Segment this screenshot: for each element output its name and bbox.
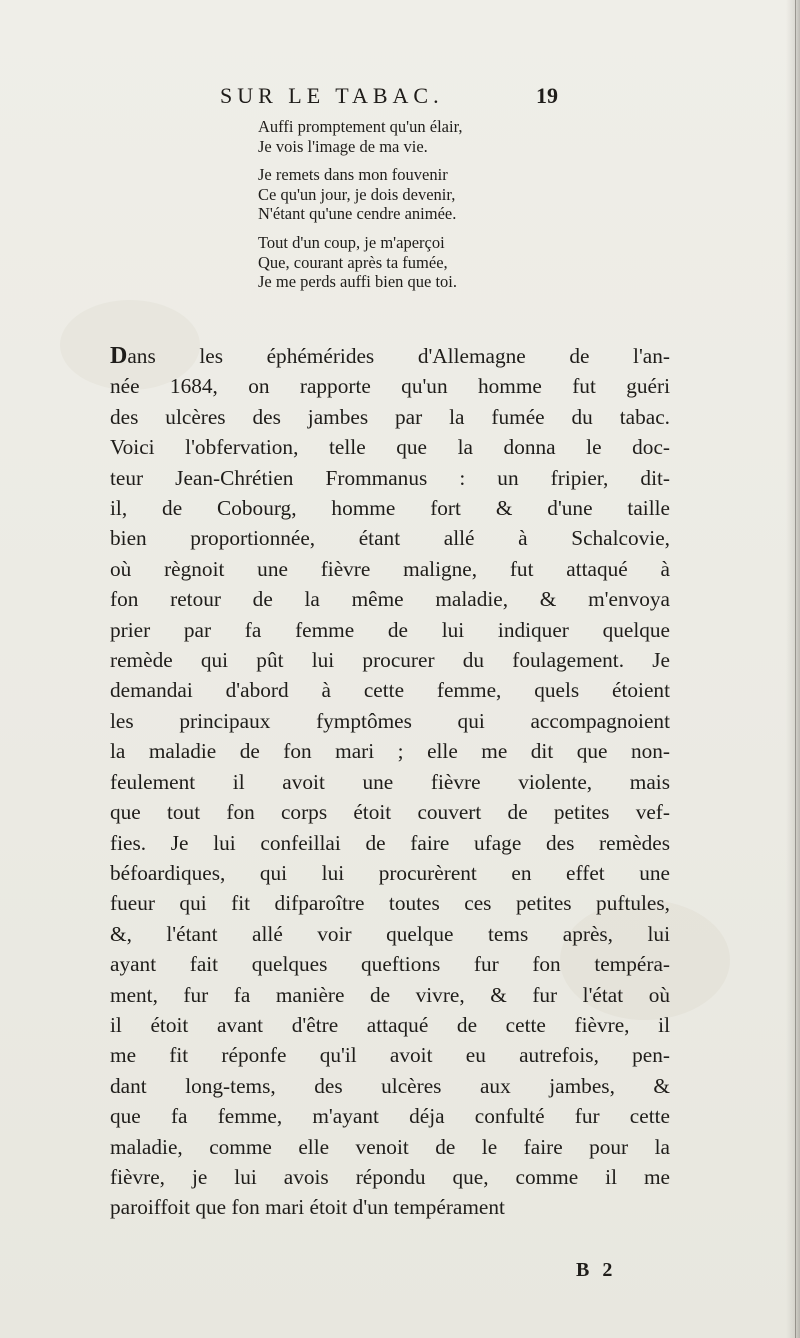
signature-mark: B 2 — [576, 1259, 617, 1281]
prose-line: fon retour de la même maladie, & m'envoya — [110, 587, 670, 612]
prose-line: remède qui pût lui procurer du foulagement. Je — [110, 648, 670, 673]
running-title: SUR LE TABAC. — [220, 83, 444, 108]
prose-line: bien proportionnée, étant allé à Schalcovie, — [110, 526, 670, 551]
prose-line: béfoardiques, qui lui procurèrent en effet une — [110, 860, 670, 885]
prose-line: il, de Cobourg, homme fort & d'une taille — [110, 496, 670, 521]
prose-line: il étoit avant d'être attaqué de cette fièvre, il — [110, 1012, 670, 1037]
prose-line: les principaux fymptômes qui accompagnoient — [110, 708, 670, 733]
prose-line: &, l'étant allé voir quelque tems après, lui — [110, 921, 670, 946]
prose-line: teur Jean-Chrétien Frommanus : un fripier, dit- — [110, 465, 670, 490]
initial-letter: D — [110, 343, 128, 369]
prose-line: née 1684, on rapporte qu'un homme fut guéri — [110, 374, 670, 399]
prose-line: la maladie de fon mari ; elle me dit que non- — [110, 739, 670, 764]
verse-line: Je vois l'image de ma vie. — [258, 136, 428, 156]
prose-block — [110, 341, 670, 1223]
page-edge — [795, 0, 796, 1338]
running-head — [0, 80, 800, 120]
prose-line: que tout fon corps étoit couvert de petites vef- — [110, 800, 670, 825]
verse-line: Tout d'un coup, je m'aperçoi — [258, 232, 445, 252]
prose-line: des ulcères des jambes par la fumée du tabac. — [110, 404, 670, 429]
prose-line — [110, 341, 670, 371]
verse-line: Je remets dans mon fouvenir — [258, 165, 448, 185]
prose-line: fueur qui fit difparoître toutes ces petites puftules, — [110, 891, 670, 916]
verse-line: Que, courant après ta fumée, — [258, 252, 448, 272]
prose-line: feulement il avoit une fièvre violente, mais — [110, 769, 670, 794]
verse-stanza — [258, 165, 638, 224]
prose-line: fièvre, je lui avois répondu que, comme il me — [110, 1164, 670, 1189]
prose-line-text: ans les éphémérides d'Allemagne de l'an- — [127, 344, 670, 368]
prose-line: Voici l'obfervation, telle que la donna le doc- — [110, 435, 670, 460]
prose-line: où règnoit une fièvre maligne, fut attaqué à — [110, 556, 670, 581]
verse-line: Je me perds auffi bien que toi. — [258, 272, 458, 292]
verse-line: Auffi promptement qu'un élair, — [258, 117, 463, 136]
verse-line: Ce qu'un jour, je dois devenir, — [258, 184, 456, 204]
prose-line: paroiffoit que fon mari étoit d'un tempérament — [110, 1195, 505, 1220]
verse-line: N'étant qu'une cendre animée. — [258, 204, 457, 224]
prose-line: fies. Je lui confeillai de faire ufage des remèdes — [110, 830, 670, 855]
prose-line: me fit réponfe qu'il avoit eu autrefois, pen- — [110, 1043, 670, 1068]
binding-shadow — [786, 0, 800, 1338]
verse-stanza — [258, 233, 638, 292]
prose-line: dant long-tems, des ulcères aux jambes, & — [110, 1073, 670, 1098]
verse-stanza — [258, 117, 638, 156]
prose-line: ment, fur fa manière de vivre, & fur l'état où — [110, 982, 670, 1007]
verse-block — [258, 117, 638, 292]
prose-line: que fa femme, m'ayant déja confulté fur cette — [110, 1104, 670, 1129]
prose-line: ayant fait quelques queftions fur fon tempéra- — [110, 952, 670, 977]
prose-line: demandai d'abord à cette femme, quels étoient — [110, 678, 670, 703]
page-number: 19 — [536, 83, 558, 108]
prose-line: maladie, comme elle venoit de le faire pour la — [110, 1134, 670, 1159]
prose-line: prier par fa femme de lui indiquer quelque — [110, 617, 670, 642]
